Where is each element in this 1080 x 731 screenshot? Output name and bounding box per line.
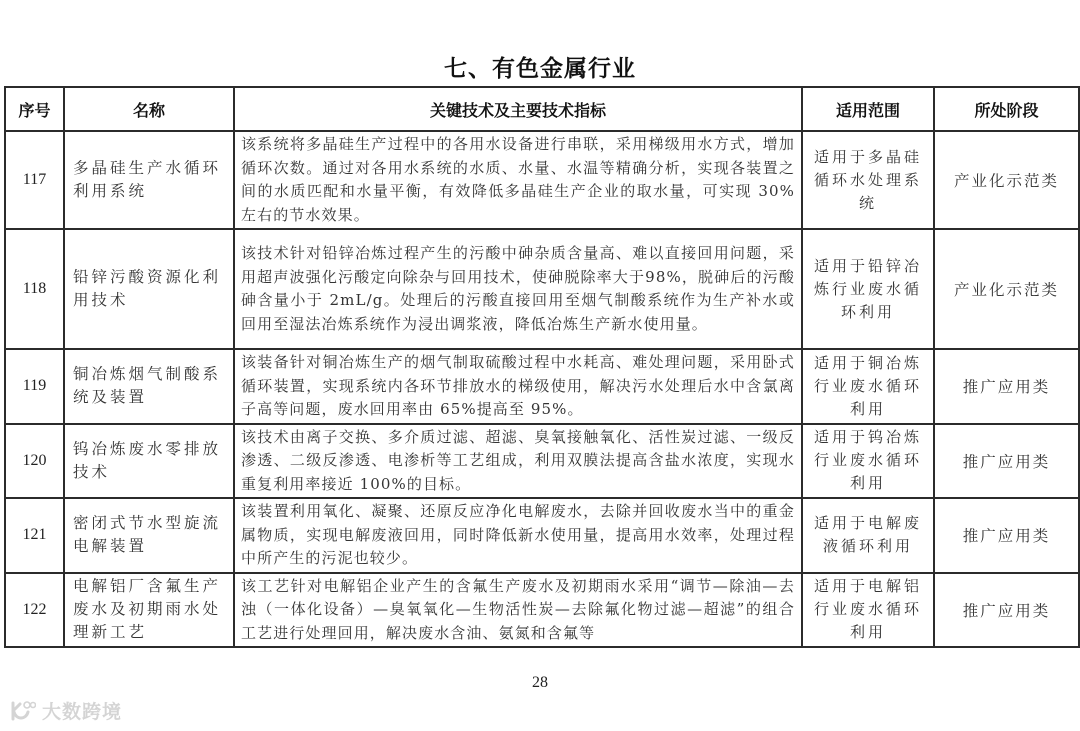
page-number: 28	[532, 674, 548, 691]
section-title: 七、有色金属行业	[444, 56, 636, 82]
cell-stage: 推广应用类	[934, 424, 1079, 499]
cell-tech: 该技术针对铅锌冶炼过程产生的污酸中砷杂质含量高、难以直接回用问题，采用超声波强化污酸定向除杂与回用技术，使砷脱除率大于98%，脱砷后的污酸砷含量小于 2mL/g。处理后的污酸直接回用至烟气制酸系统作为生产补水或回用至湿法冶炼系统作为浸出调浆液，降低冶炼生产新水使用量。	[234, 229, 802, 349]
cell-name: 钨冶炼废水零排放技术	[64, 424, 234, 499]
header-stage: 所处阶段	[934, 87, 1079, 131]
cell-no: 117	[5, 131, 64, 229]
cell-stage: 产业化示范类	[934, 229, 1079, 349]
cell-name: 多晶硅生产水循环利用系统	[64, 131, 234, 229]
cell-no: 119	[5, 349, 64, 424]
cell-tech: 该装备针对铜冶炼生产的烟气制取硫酸过程中水耗高、难处理问题，采用卧式循环装置，实现系统内各环节排放水的梯级使用，解决污水处理后水中含氯离子高等问题，废水回用率由 65%提高至 95%。	[234, 349, 802, 424]
watermark-text: 大数跨境	[42, 701, 123, 723]
cell-stage: 推广应用类	[934, 573, 1079, 648]
table-header-row	[5, 87, 1079, 131]
cell-scope: 适用于铜冶炼行业废水循环利用	[802, 349, 934, 424]
cell-name: 铜冶炼烟气制酸系统及装置	[64, 349, 234, 424]
cell-no: 121	[5, 498, 64, 573]
header-scope: 适用范围	[802, 87, 934, 131]
table-row	[5, 573, 1079, 648]
header-name: 名称	[64, 87, 234, 131]
cell-stage: 推广应用类	[934, 349, 1079, 424]
cell-scope: 适用于电解废液循环利用	[802, 498, 934, 573]
table-row	[5, 498, 1079, 573]
watermark	[10, 697, 122, 724]
watermark-logo-icon	[10, 700, 36, 722]
cell-no: 122	[5, 573, 64, 648]
cell-name: 电解铝厂含氟生产废水及初期雨水处理新工艺	[64, 573, 234, 648]
cell-stage: 推广应用类	[934, 498, 1079, 573]
cell-name: 密闭式节水型旋流电解装置	[64, 498, 234, 573]
header-no: 序号	[5, 87, 64, 131]
table-row	[5, 424, 1079, 499]
cell-scope: 适用于铅锌冶炼行业废水循环利用	[802, 229, 934, 349]
cell-scope: 适用于钨冶炼行业废水循环利用	[802, 424, 934, 499]
table-row	[5, 229, 1079, 349]
header-tech: 关键技术及主要技术指标	[234, 87, 802, 131]
cell-tech: 该系统将多晶硅生产过程中的各用水设备进行串联，采用梯级用水方式，增加循环次数。通过对各用水系统的水质、水量、水温等精确分析，实现各装置之间的水质匹配和水量平衡，有效降低多晶硅生产企业的取水量，可实现 30%左右的节水效果。	[234, 131, 802, 229]
cell-name: 铅锌污酸资源化利用技术	[64, 229, 234, 349]
table-row	[5, 349, 1079, 424]
cell-tech: 该工艺针对电解铝企业产生的含氟生产废水及初期雨水采用“调节—除油—去浊（一体化设备）—臭氧氧化—生物活性炭—去除氟化物过滤—超滤”的组合工艺进行处理回用，解决废水含油、氨氮和含氟等	[234, 573, 802, 648]
cell-scope: 适用于电解铝行业废水循环利用	[802, 573, 934, 648]
cell-tech: 该装置利用氧化、凝聚、还原反应净化电解废水，去除并回收废水当中的重金属物质，实现电解废液回用，同时降低新水使用量，提高用水效率，处理过程中所产生的污泥也较少。	[234, 498, 802, 573]
cell-no: 118	[5, 229, 64, 349]
table-row	[5, 131, 1079, 229]
cell-scope: 适用于多晶硅循环水处理系统	[802, 131, 934, 229]
technology-table	[4, 86, 1080, 648]
cell-no: 120	[5, 424, 64, 499]
cell-tech: 该技术由离子交换、多介质过滤、超滤、臭氧接触氧化、活性炭过滤、一级反渗透、二级反渗透、电渗析等工艺组成，利用双膜法提高含盐水浓度，实现水重复利用率接近 100%的目标。	[234, 424, 802, 499]
cell-stage: 产业化示范类	[934, 131, 1079, 229]
